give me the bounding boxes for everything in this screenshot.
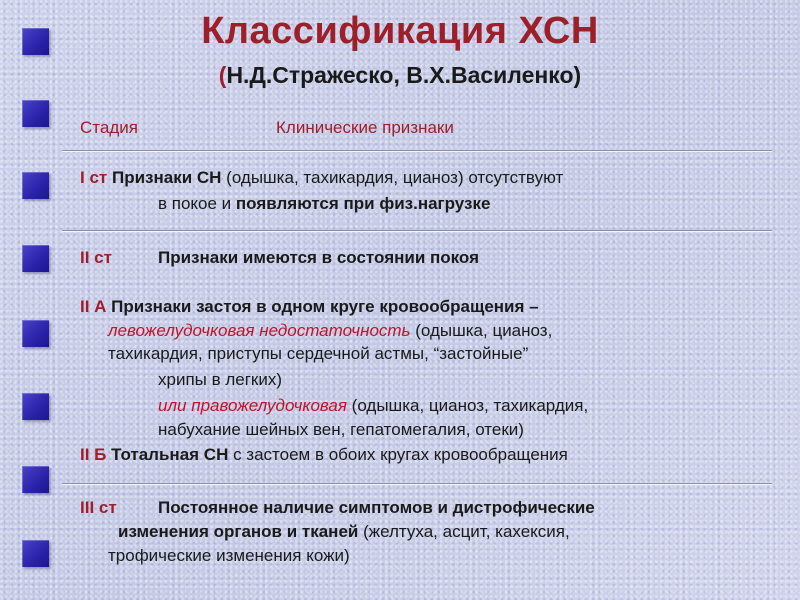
row-stage-3-line-2 <box>118 522 570 542</box>
blue-square-icon <box>22 466 49 493</box>
row-stage-2a-line-3: тахикардия, приступы сердечной астмы, “застойные” <box>108 344 529 363</box>
row-stage-2a-line-2 <box>108 321 552 341</box>
row-stage-2a-line-5 <box>158 396 588 416</box>
row-stage-3-label <box>80 498 117 518</box>
subtitle-authors: Н.Д.Стражеско, В.Х.Василенко) <box>226 62 582 88</box>
stage-label: III ст <box>80 498 117 517</box>
stage-2b-bold: Тотальная СН <box>111 445 229 464</box>
blue-square-icon <box>22 540 49 567</box>
stage-label: II Б <box>80 445 107 464</box>
row-stage-2a-line-4: хрипы в легких) <box>158 370 283 389</box>
stage-2a-l5-rest: (одышка, цианоз, тахикардия, <box>346 396 589 415</box>
stage-3-l2-rest: (желтуха, асцит, кахексия, <box>358 522 570 541</box>
blue-square-icon <box>22 100 49 127</box>
blue-square-icon <box>22 245 49 272</box>
stage-2b-rest: с застоем в обоих кругах кровообращения <box>228 445 568 464</box>
stage-1-l2-start: в покое и <box>158 194 236 213</box>
divider <box>62 150 772 152</box>
blue-square-icon <box>22 172 49 199</box>
row-stage-2-text: Признаки имеются в состоянии покоя <box>158 248 480 267</box>
stage-label: II ст <box>80 248 112 267</box>
row-stage-1-line-2 <box>158 194 490 214</box>
stage-label: II А <box>80 297 107 316</box>
row-stage-2a-line-1 <box>80 297 539 317</box>
page-title: Классификация ХСН <box>201 10 599 52</box>
stage-1-bold: Признаки СН <box>111 168 222 187</box>
row-stage-3-line-1: Постоянное наличие симптомов и дистрофические <box>158 498 595 517</box>
header-signs: Клинические признаки <box>276 118 454 137</box>
blue-square-icon <box>22 320 49 347</box>
decorative-squares <box>22 0 52 600</box>
stage-1-rest: (одышка, тахикардия, цианоз) отсутствуют <box>221 168 564 187</box>
row-stage-2-label <box>80 248 112 268</box>
divider <box>62 483 772 485</box>
stage-1-l2-bold: появляются при физ.нагрузке <box>235 194 491 213</box>
row-stage-3-line-3: трофические изменения кожи) <box>108 546 350 565</box>
stage-2a-l2-rest: (одышка, цианоз, <box>410 321 553 340</box>
stage-2a-bold: Признаки застоя в одном круге кровообращения – <box>106 297 539 316</box>
stage-2a-italic-right: или правожелудочковая <box>158 396 347 415</box>
stage-3-bold: изменения органов и тканей <box>118 522 359 541</box>
stage-label: I ст <box>80 168 108 187</box>
page-subtitle <box>0 62 800 89</box>
blue-square-icon <box>22 393 49 420</box>
divider <box>62 230 772 232</box>
stage-2a-italic-left: левожелудочковая недостаточность <box>108 321 411 340</box>
header-stage: Стадия <box>80 118 138 137</box>
row-stage-1-line-1 <box>80 168 563 188</box>
subtitle-paren: ( <box>218 62 227 88</box>
row-stage-2b <box>80 445 568 465</box>
row-stage-2a-line-6: набухание шейных вен, гепатомегалия, отеки) <box>158 420 524 439</box>
